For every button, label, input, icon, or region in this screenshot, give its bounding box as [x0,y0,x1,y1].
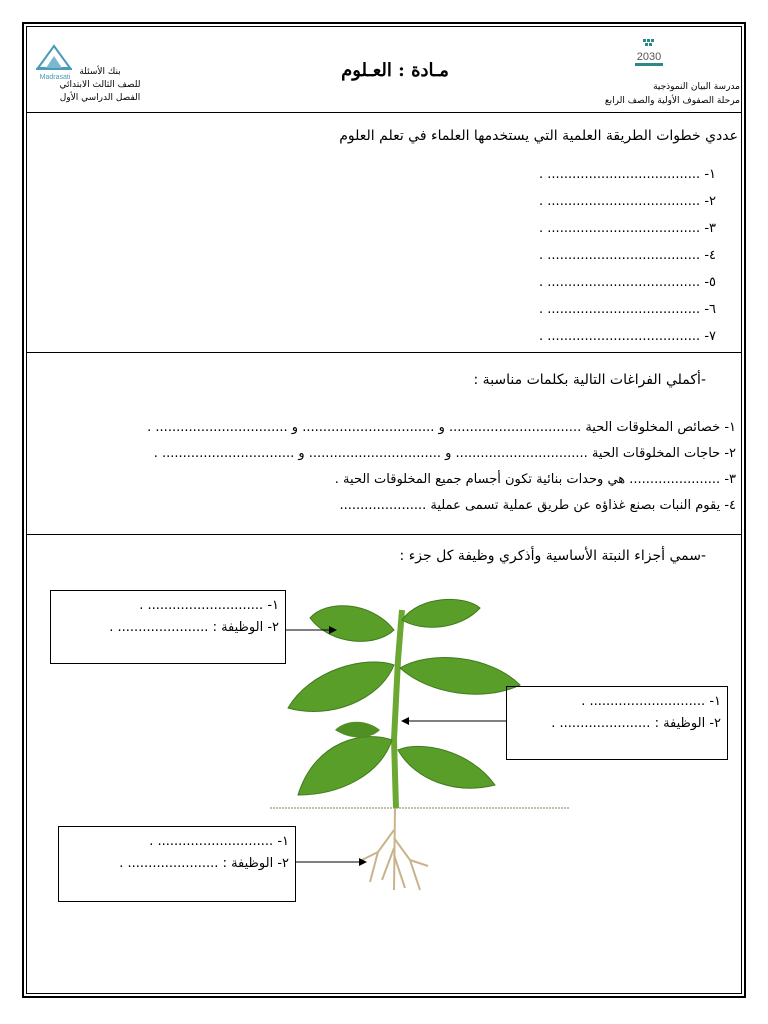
question-3-title: -سمي أجزاء النبتة الأساسية وأذكري وظيفة كل جزء : [399,548,706,564]
stage-label: مرحلة الصفوف الأولية والصف الرابع [604,96,740,106]
function-field[interactable]: ٢- الوظيفة : ...................... . [551,716,721,731]
vision-2030-logo [625,38,673,70]
part-name-field[interactable]: ١- ............................ . [149,834,289,849]
part-name-field[interactable]: ١- ............................ . [139,598,279,613]
school-name: مدرسة البيان النموذجية [653,82,740,92]
list-item[interactable]: ٥- ..................................... . [539,275,716,290]
bank-title: بنك الأسئلة [79,67,121,77]
function-field[interactable]: ٢- الوظيفة : ...................... . [109,620,279,635]
leaves [288,599,520,795]
term-label: الفصل الدراسي الأول [59,93,141,103]
function-field[interactable]: ٢- الوظيفة : ...................... . [119,856,289,871]
roots [362,808,428,890]
school-info [500,80,740,108]
list-item[interactable]: ٦- ..................................... . [539,302,716,317]
part-name-field[interactable]: ١- ............................ . [581,694,721,709]
section-divider-1 [27,352,741,353]
list-item[interactable]: ٧- ..................................... . [539,329,716,344]
label-box-leaf [50,590,286,664]
bank-info [40,66,160,105]
label-box-stem [506,686,728,760]
fill-blank-line-2[interactable]: ٢- حاجات المخلوقات الحية ................................ و ................................ و ................................ . [153,446,736,461]
label-box-root [58,826,296,902]
fill-blank-line-3[interactable]: ٣- ...................... هي وحدات بنائية تكون أجسام جميع المخلوقات الحية . [334,472,736,487]
list-item[interactable]: ٣- ..................................... . [539,221,716,236]
grade-label: للصف الثالث الابتدائي [59,80,141,90]
list-item[interactable]: ١- ..................................... . [539,167,716,182]
list-item[interactable]: ٢- ..................................... . [539,194,716,209]
stem [394,610,402,808]
list-item[interactable]: ٤- ..................................... . [539,248,716,263]
header-divider [27,112,741,113]
fill-blank-line-1[interactable]: ١- خصائص المخلوقات الحية ................................ و ................................ و ................................ . [147,420,736,435]
question-1-title: عددي خطوات الطريقة العلمية التي يستخدمها العلماء في تعلم العلوم [339,128,738,144]
subject-title: مـادة : العـلوم [341,60,449,81]
madrasati-logo-text: Madrasati [39,74,71,81]
scientific-steps-list [416,164,716,353]
question-2-title: -أكملي الفراغات التالية بكلمات مناسبة : [473,372,706,388]
section-divider-2 [27,534,741,535]
vision-logo-text: 2030 [636,51,662,63]
fill-blank-line-4[interactable]: ٤- يقوم النبات بصنع غذاؤه عن طريق عملية تسمى عملية ..................... [339,498,736,513]
